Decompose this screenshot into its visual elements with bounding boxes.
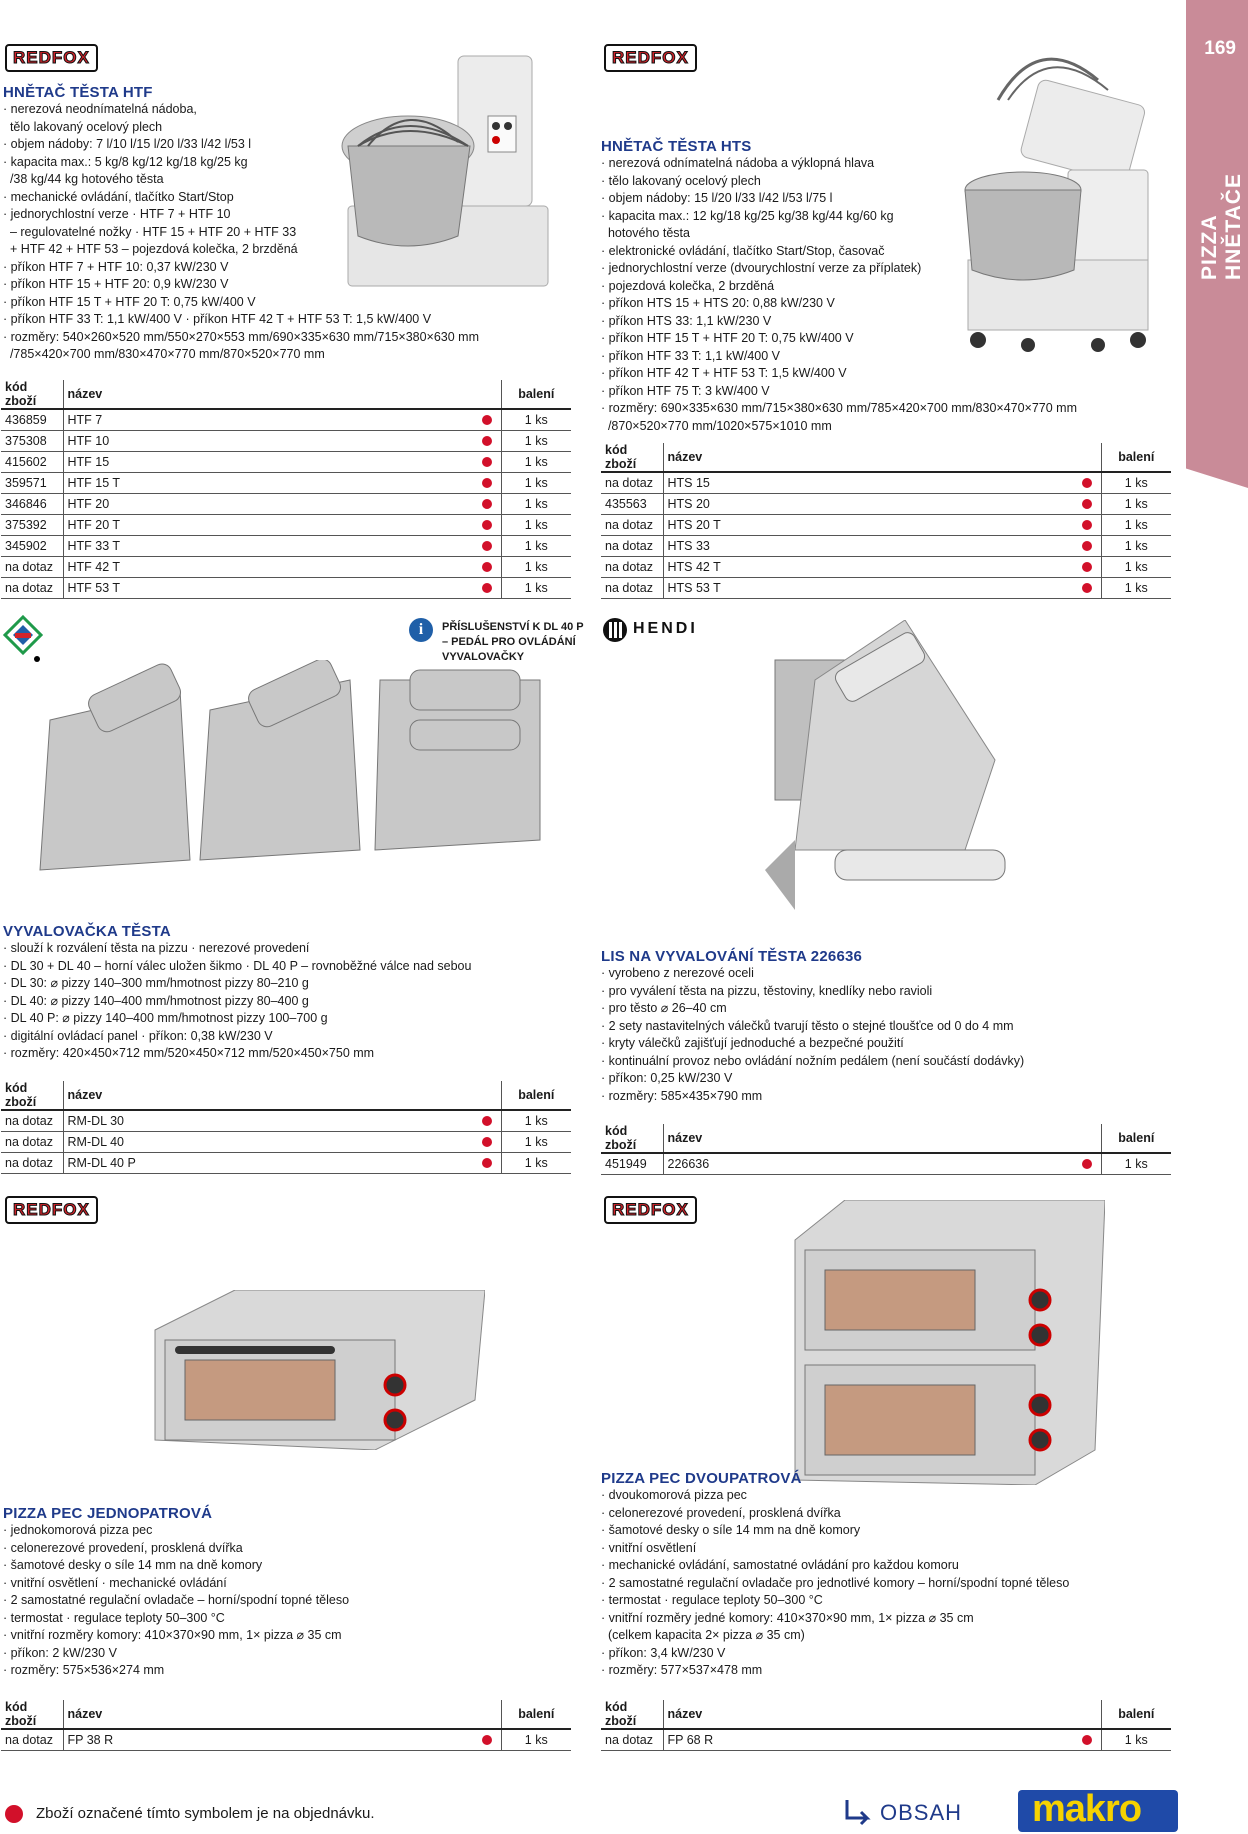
order-indicator xyxy=(473,535,501,556)
order-dot-icon xyxy=(1082,520,1092,530)
section-label: PIZZA HNĚTAČE xyxy=(1198,173,1245,280)
table-row[interactable] xyxy=(601,535,1171,556)
column-header xyxy=(473,1081,501,1110)
spec-line: + HTF 42 + HTF 53 – pojezdová kolečka, 2 brzděná xyxy=(3,242,298,256)
order-indicator xyxy=(1073,493,1101,514)
redfox-logo: REDFOX xyxy=(604,1196,697,1224)
fp38-title: PIZZA PEC JEDNOPATROVÁ xyxy=(3,1505,213,1522)
fp68-title: PIZZA PEC DVOUPATROVÁ xyxy=(601,1470,802,1487)
product-code: na dotaz xyxy=(601,556,663,577)
table-row[interactable] xyxy=(1,430,571,451)
order-dot-icon xyxy=(1082,562,1092,572)
table-row[interactable] xyxy=(1,1729,571,1750)
order-dot-icon xyxy=(1082,541,1092,551)
accessory-note: PŘÍSLUŠENSTVÍ K DL 40 P – PEDÁL PRO OVLÁDÁNÍ VYVALOVAČKY xyxy=(442,621,584,663)
fp68-product-table xyxy=(601,1700,1171,1751)
order-dot-icon xyxy=(482,520,492,530)
order-indicator xyxy=(473,1110,501,1131)
table-header-row xyxy=(601,443,1171,472)
column-header: balení xyxy=(501,1700,571,1729)
package-unit: 1 ks xyxy=(1101,535,1171,556)
order-indicator xyxy=(473,556,501,577)
product-name: HTF 7 xyxy=(63,409,473,430)
table-row[interactable] xyxy=(1,409,571,430)
spec-line: · příkon: 3,4 kW/230 V xyxy=(601,1645,726,1660)
package-unit: 1 ks xyxy=(501,1131,571,1152)
table-row[interactable] xyxy=(601,556,1171,577)
spec-line: · 2 sety nastavitelných válečků tvarují těsto o stejné tloušťce od 0 do 4 mm xyxy=(601,1018,1014,1033)
spec-line: · celonerezové provedení, prosklená dvířka xyxy=(601,1505,841,1520)
spec-line: · rozměry: 585×435×790 mm xyxy=(601,1088,763,1103)
spec-line: · DL 40 P: ⌀ pizzy 140–400 mm/hmotnost pizzy 100–700 g xyxy=(3,1011,328,1025)
column-header: kód zboží xyxy=(601,1124,663,1153)
package-unit: 1 ks xyxy=(1101,1729,1171,1750)
column-header: název xyxy=(63,1081,473,1110)
product-name: RM-DL 40 xyxy=(63,1131,473,1152)
column-header: kód zboží xyxy=(1,1700,63,1729)
package-unit: 1 ks xyxy=(1101,577,1171,598)
table-row[interactable] xyxy=(601,514,1171,535)
product-code: 451949 xyxy=(601,1153,663,1174)
redfox-logo: REDFOX xyxy=(5,44,98,72)
table-row[interactable] xyxy=(1,556,571,577)
product-code: na dotaz xyxy=(1,1110,63,1131)
column-header: balení xyxy=(501,380,571,409)
spec-line: · DL 40: ⌀ pizzy 140–400 mm/hmotnost pizzy 80–400 g xyxy=(3,993,309,1008)
product-code: 346846 xyxy=(1,493,63,514)
column-header xyxy=(473,380,501,409)
product-code: 436859 xyxy=(1,409,63,430)
fp38-product-table xyxy=(1,1700,571,1751)
info-icon: i xyxy=(409,618,433,642)
redfox-logo: REDFOX xyxy=(604,44,697,72)
order-dot-icon xyxy=(1082,478,1092,488)
spec-line: · digitální ovládací panel · příkon: 0,38 kW/230 V xyxy=(3,1028,273,1043)
product-name: HTS 33 xyxy=(663,535,1073,556)
column-header: název xyxy=(63,1700,473,1729)
table-row[interactable] xyxy=(1,472,571,493)
spec-line: · příkon HTF 33 T: 1,1 kW/400 V · příkon HTF 42 T + HTF 53 T: 1,5 kW/400 V xyxy=(3,312,432,326)
order-indicator xyxy=(473,1152,501,1173)
column-header xyxy=(1073,443,1101,472)
product-code: na dotaz xyxy=(1,1152,63,1173)
htf-title: HNĚTAČ TĚSTA HTF xyxy=(3,84,153,101)
table-header-row xyxy=(601,1124,1171,1153)
spec-line: · jednorychlostní verze (dvourychlostní verze za příplatek) xyxy=(601,261,922,275)
spec-line: (celkem kapacita 2× pizza ⌀ 35 cm) xyxy=(601,1628,805,1642)
package-unit: 1 ks xyxy=(501,535,571,556)
spec-line: · vyrobeno z nerezové oceli xyxy=(601,966,754,980)
order-indicator xyxy=(473,1729,501,1750)
order-dot-icon xyxy=(482,457,492,467)
order-indicator xyxy=(1073,472,1101,493)
order-indicator xyxy=(1073,514,1101,535)
order-indicator xyxy=(1073,1729,1101,1750)
package-unit: 1 ks xyxy=(501,577,571,598)
htf-product-table xyxy=(1,380,571,599)
table-row[interactable] xyxy=(1,451,571,472)
spec-line: tělo lakovaný ocelový plech xyxy=(3,119,163,134)
column-header: název xyxy=(63,380,473,409)
package-unit: 1 ks xyxy=(1101,1153,1171,1174)
hts-spec-list xyxy=(601,155,1161,435)
spec-line: – regulovatelné nožky · HTF 15 + HTF 20 + HTF 33 xyxy=(3,224,297,239)
spec-line: · příkon HTS 15 + HTS 20: 0,88 kW/230 V xyxy=(601,296,835,310)
package-unit: 1 ks xyxy=(501,472,571,493)
order-dot-icon xyxy=(1082,1735,1092,1745)
product-name: FP 38 R xyxy=(63,1729,473,1750)
table-row[interactable] xyxy=(1,493,571,514)
order-dot-icon xyxy=(482,1137,492,1147)
table-header-row xyxy=(1,1081,571,1110)
product-name: HTF 20 T xyxy=(63,514,473,535)
table-header-row xyxy=(1,380,571,409)
package-unit: 1 ks xyxy=(501,1729,571,1750)
spec-line: · příkon HTF 33 T: 1,1 kW/400 V xyxy=(601,348,781,363)
fp68-spec-list xyxy=(601,1487,1221,1680)
lis-title: LIS NA VYVALOVÁNÍ TĚSTA 226636 xyxy=(601,948,863,965)
spec-line: · dvoukomorová pizza pec xyxy=(601,1488,747,1502)
product-code: 359571 xyxy=(1,472,63,493)
column-header xyxy=(1073,1124,1101,1153)
package-unit: 1 ks xyxy=(501,493,571,514)
fp38-spec-list xyxy=(3,1522,603,1680)
dl-product-table xyxy=(1,1081,571,1174)
column-header: balení xyxy=(501,1081,571,1110)
order-indicator xyxy=(1073,556,1101,577)
spec-line: · tělo lakovaný ocelový plech xyxy=(601,173,761,188)
product-name: HTS 42 T xyxy=(663,556,1073,577)
order-dot-icon xyxy=(482,436,492,446)
spec-line: · pro těsto ⌀ 26–40 cm xyxy=(601,1001,727,1015)
footer-note: Zboží označené tímto symbolem je na objednávku. xyxy=(36,1805,375,1822)
lis-product-table xyxy=(601,1124,1171,1175)
order-dot-icon xyxy=(482,415,492,425)
product-code: na dotaz xyxy=(601,514,663,535)
spec-line: · 2 samostatné regulační ovladače – horní/spodní topné těleso xyxy=(3,1593,350,1607)
spec-line: /785×420×700 mm/830×470×770 mm/870×520×770 mm xyxy=(3,347,325,361)
product-name: HTS 15 xyxy=(663,472,1073,493)
hts-product-table xyxy=(601,443,1171,599)
product-name: HTF 20 xyxy=(63,493,473,514)
package-unit: 1 ks xyxy=(1101,472,1171,493)
order-dot-icon xyxy=(482,1735,492,1745)
hts-title: HNĚTAČ TĚSTA HTS xyxy=(601,138,752,155)
order-dot-icon xyxy=(482,1116,492,1126)
order-dot-icon xyxy=(1082,583,1092,593)
order-dot-icon xyxy=(482,499,492,509)
product-code: 435563 xyxy=(601,493,663,514)
table-row[interactable] xyxy=(601,1153,1171,1174)
spec-line: · šamotové desky o síle 14 mm na dně komory xyxy=(601,1523,861,1537)
product-code: 415602 xyxy=(1,451,63,472)
order-dot-icon xyxy=(482,583,492,593)
spec-line: · mechanické ovládání, samostatné ovládání pro každou komoru xyxy=(601,1558,959,1572)
column-header: název xyxy=(663,1700,1073,1729)
spec-line: · rozměry: 420×450×712 mm/520×450×712 mm/520×450×750 mm xyxy=(3,1046,375,1060)
spec-line: · příkon HTF 42 T + HTF 53 T: 1,5 kW/400 V xyxy=(601,366,847,380)
package-unit: 1 ks xyxy=(1101,514,1171,535)
order-indicator xyxy=(473,409,501,430)
order-indicator xyxy=(1073,535,1101,556)
spec-line: · rozměry: 577×537×478 mm xyxy=(601,1663,763,1677)
spec-line: · příkon HTF 75 T: 3 kW/400 V xyxy=(601,383,770,398)
table-row[interactable] xyxy=(1,1152,571,1173)
product-code: na dotaz xyxy=(601,1729,663,1750)
table-header-row xyxy=(601,1700,1171,1729)
spec-line: · vnitřní rozměry komory: 410×370×90 mm, 1× pizza ⌀ 35 cm xyxy=(3,1628,342,1642)
spec-line: · šamotové desky o síle 14 mm na dně komory xyxy=(3,1558,263,1572)
dl-roller-images xyxy=(30,660,550,890)
product-name: HTF 15 xyxy=(63,451,473,472)
order-dot-icon xyxy=(482,562,492,572)
order-indicator xyxy=(473,430,501,451)
product-name: HTF 15 T xyxy=(63,472,473,493)
spec-line: · příkon: 0,25 kW/230 V xyxy=(601,1071,733,1085)
package-unit: 1 ks xyxy=(501,430,571,451)
contents-arrow-icon[interactable] xyxy=(843,1796,877,1830)
product-code: na dotaz xyxy=(1,1131,63,1152)
product-name: FP 68 R xyxy=(663,1729,1073,1750)
order-dot-icon xyxy=(482,478,492,488)
column-header xyxy=(473,1700,501,1729)
spec-line: · kapacita max.: 12 kg/18 kg/25 kg/38 kg/44 kg/60 kg xyxy=(601,208,894,223)
table-row[interactable] xyxy=(601,1729,1171,1750)
spec-line: · pro vyválení těsta na pizzu, těstoviny, knedlíky nebo ravioli xyxy=(601,983,933,998)
table-row[interactable] xyxy=(1,535,571,556)
column-header: kód zboží xyxy=(1,380,63,409)
table-row[interactable] xyxy=(1,1131,571,1152)
order-indicator xyxy=(473,1131,501,1152)
product-code: 375308 xyxy=(1,430,63,451)
spec-line: · objem nádoby: 15 l/20 l/33 l/42 l/53 l/75 l xyxy=(601,191,833,205)
redfox-logo: REDFOX xyxy=(5,1196,98,1224)
package-unit: 1 ks xyxy=(501,1152,571,1173)
spec-line: · příkon HTF 15 T + HTF 20 T: 0,75 kW/400 V xyxy=(601,331,854,345)
spec-line: · 2 samostatné regulační ovladače pro jednotlivé komory – horní/spodní topné těleso xyxy=(601,1575,1070,1590)
product-name: HTS 53 T xyxy=(663,577,1073,598)
double-oven-image xyxy=(785,1200,1105,1485)
order-indicator xyxy=(473,451,501,472)
makro-logo: makro xyxy=(1018,1790,1178,1832)
spec-line: · jednokomorová pizza pec xyxy=(3,1523,153,1537)
product-code: na dotaz xyxy=(1,1729,63,1750)
table-row[interactable] xyxy=(1,514,571,535)
spec-line: · pojezdová kolečka, 2 brzděná xyxy=(601,278,775,293)
table-header-row xyxy=(1,1700,571,1729)
spec-line: · příkon HTS 33: 1,1 kW/230 V xyxy=(601,313,772,328)
column-header: balení xyxy=(1101,1700,1171,1729)
spec-line: · příkon HTF 15 + HTF 20: 0,9 kW/230 V xyxy=(3,277,229,291)
order-symbol-dot xyxy=(5,1805,23,1823)
spec-line: · příkon HTF 15 T + HTF 20 T: 0,75 kW/400 V xyxy=(3,294,256,309)
table-row[interactable] xyxy=(601,472,1171,493)
dl-spec-list xyxy=(3,940,603,1063)
product-name: RM-DL 40 P xyxy=(63,1152,473,1173)
column-header: název xyxy=(663,443,1073,472)
column-header xyxy=(1073,1700,1101,1729)
product-name: HTS 20 T xyxy=(663,514,1073,535)
table-row[interactable] xyxy=(1,577,571,598)
package-unit: 1 ks xyxy=(1101,556,1171,577)
spec-line: · nerezová odnímatelná nádoba a výklopná hlava xyxy=(601,156,875,170)
column-header: kód zboží xyxy=(1,1081,63,1110)
product-name: HTF 33 T xyxy=(63,535,473,556)
package-unit: 1 ks xyxy=(501,556,571,577)
order-indicator xyxy=(473,472,501,493)
spec-line: · termostat · regulace teploty 50–300 °C xyxy=(3,1610,225,1625)
order-dot-icon xyxy=(1082,1159,1092,1169)
package-unit: 1 ks xyxy=(501,514,571,535)
column-header: kód zboží xyxy=(601,443,663,472)
product-code: na dotaz xyxy=(1,577,63,598)
product-name: HTF 42 T xyxy=(63,556,473,577)
spec-line: · rozměry: 575×536×274 mm xyxy=(3,1663,165,1677)
column-header: balení xyxy=(1101,443,1171,472)
spec-line: · objem nádoby: 7 l/10 l/15 l/20 l/33 l/42 l/53 l xyxy=(3,137,252,151)
order-indicator xyxy=(473,577,501,598)
product-name: HTF 53 T xyxy=(63,577,473,598)
package-unit: 1 ks xyxy=(501,1110,571,1131)
table-row[interactable] xyxy=(601,493,1171,514)
dl-title: VYVALOVAČKA TĚSTA xyxy=(3,923,171,940)
order-indicator xyxy=(1073,577,1101,598)
order-dot-icon xyxy=(482,1158,492,1168)
rm-gastro-logo xyxy=(3,615,43,665)
table-row[interactable] xyxy=(601,577,1171,598)
product-name: HTF 10 xyxy=(63,430,473,451)
product-name: HTS 20 xyxy=(663,493,1073,514)
spec-line: · rozměry: 540×260×520 mm/550×270×553 mm/690×335×630 mm/715×380×630 mm xyxy=(3,329,480,344)
package-unit: 1 ks xyxy=(501,451,571,472)
spec-line: /38 kg/44 kg hotového těsta xyxy=(3,172,164,186)
dough-press-image xyxy=(755,620,1015,910)
spec-line: · nerezová neodnímatelná nádoba, xyxy=(3,102,197,116)
htf-spec-list xyxy=(3,101,563,364)
spec-line: · mechanické ovládání, tlačítko Start/Stop xyxy=(3,189,234,204)
product-code: na dotaz xyxy=(601,472,663,493)
lis-spec-list xyxy=(601,965,1201,1105)
spec-line: · příkon HTF 7 + HTF 10: 0,37 kW/230 V xyxy=(3,259,229,274)
package-unit: 1 ks xyxy=(1101,493,1171,514)
hendi-logo: HENDI xyxy=(601,616,711,644)
order-indicator xyxy=(1073,1153,1101,1174)
single-oven-image xyxy=(145,1290,485,1450)
order-dot-icon xyxy=(1082,499,1092,509)
product-name: 226636 xyxy=(663,1153,1073,1174)
spec-line: hotového těsta xyxy=(601,226,690,240)
spec-line: · celonerezové provedení, prosklená dvířka xyxy=(3,1540,243,1555)
spec-line: · vnitřní osvětlení xyxy=(601,1540,697,1555)
product-code: na dotaz xyxy=(601,535,663,556)
spec-line: · kryty válečků zajišťují jednoduché a bezpečné použití xyxy=(601,1036,904,1050)
spec-line: · DL 30 + DL 40 – horní válec uložen šikmo · DL 40 P – rovnoběžné válce nad sebou xyxy=(3,958,472,973)
spec-line: · elektronické ovládání, tlačítko Start/Stop, časovač xyxy=(601,243,885,258)
order-dot-icon xyxy=(482,541,492,551)
product-code: na dotaz xyxy=(601,577,663,598)
spec-line: · termostat · regulace teploty 50–300 °C xyxy=(601,1593,823,1607)
product-code: na dotaz xyxy=(1,556,63,577)
column-header: název xyxy=(663,1124,1073,1153)
order-indicator xyxy=(473,493,501,514)
order-indicator xyxy=(473,514,501,535)
table-row[interactable] xyxy=(1,1110,571,1131)
column-header: balení xyxy=(1101,1124,1171,1153)
product-code: 375392 xyxy=(1,514,63,535)
spec-line: · vnitřní rozměry jedné komory: 410×370×90 mm, 1× pizza ⌀ 35 cm xyxy=(601,1610,974,1625)
spec-line: · jednorychlostní verze · HTF 7 + HTF 10 xyxy=(3,207,231,221)
spec-line: · kapacita max.: 5 kg/8 kg/12 kg/18 kg/25 kg xyxy=(3,154,248,169)
column-header: kód zboží xyxy=(601,1700,663,1729)
package-unit: 1 ks xyxy=(501,409,571,430)
spec-line: · vnitřní osvětlení · mechanické ovládání xyxy=(3,1575,227,1590)
spec-line: /870×520×770 mm/1020×575×1010 mm xyxy=(601,418,832,433)
contents-link[interactable]: OBSAH xyxy=(880,1800,963,1825)
spec-line: · rozměry: 690×335×630 mm/715×380×630 mm/785×420×700 mm/830×470×770 mm xyxy=(601,401,1078,415)
spec-line: · příkon: 2 kW/230 V xyxy=(3,1645,117,1660)
page-number: 169 xyxy=(1204,38,1236,59)
spec-line: · kontinuální provoz nebo ovládání nožním pedálem (není součástí dodávky) xyxy=(601,1053,1025,1068)
product-name: RM-DL 30 xyxy=(63,1110,473,1131)
spec-line: · slouží k rozválení těsta na pizzu · nerezové provedení xyxy=(3,941,310,955)
spec-line: · DL 30: ⌀ pizzy 140–300 mm/hmotnost pizzy 80–210 g xyxy=(3,976,309,990)
product-code: 345902 xyxy=(1,535,63,556)
